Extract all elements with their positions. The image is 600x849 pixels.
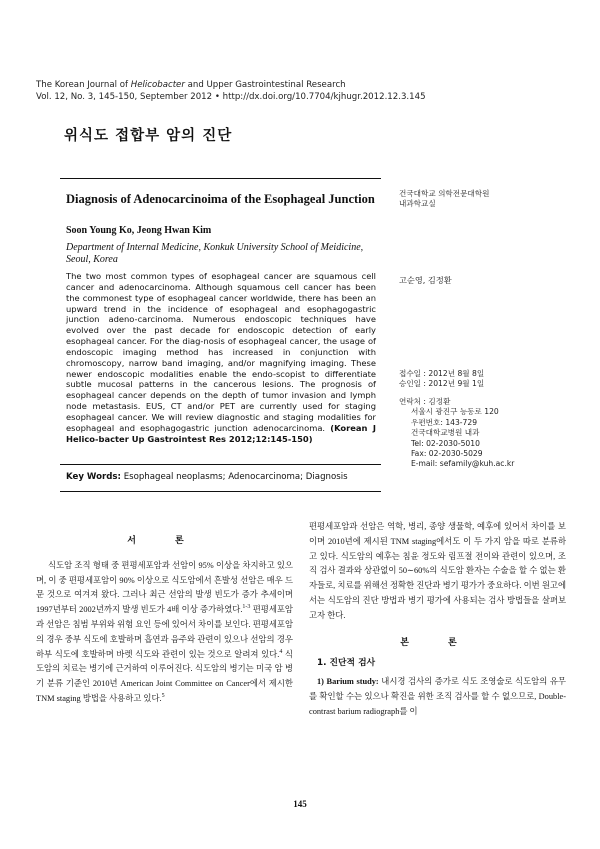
abstract-box [60,178,381,492]
sidebar-authors: 고순영, 김정환 [399,275,452,285]
authors: Soon Young Ko, Jeong Hwan Kim [66,225,212,236]
sub-heading: 1. 진단적 검사 [317,658,376,669]
received-date: 접수일 : 2012년 8월 8일 [399,369,485,378]
sidebar-dates [399,369,484,390]
sidebar-institution: 건국대학교 의학전문대학원 내과학교실 [399,189,490,209]
main-heading: 본 론 [400,637,475,648]
body-column-right [309,520,566,720]
abstract-text: The two most common types of esophageal cancer are squamous cell cancer and adenocarcinoma. Although squamous cell cancer has been the commonest type of esophageal cancer worldwide, there has been an upward trend in the incidence of esophageal and esophagogastric junction adeno-carcinoma. Numerous endoscopic techniques have evolved over the past decade for endoscopic detection of early esophageal cancer. For the diag-nosis of esophageal cancer, the usage of endoscopic imaging method has increased in conjunction with chromoscopy, narrow band imaging, and/or magnifying imaging. These newer endoscopic modalities enable the endo-scopist to differentiate subtle mucosal patterns in the cancerous lesions. The prognosis of esophageal cancer depends on the depth of tumor invasion and lymph node metastasis. EUS, CT and/or PET are currently used for staging esophageal cancer. We will review diagnostic and staging modalities for esophageal and esophagogastric junction adenocarcinoma. (Korean J Helico-bacter Up Gastrointest Res 2012;12:145-150) [66,271,376,444]
email: E-mail: sefamily@kuh.ac.kr [411,459,515,469]
right-paragraph: 편평세포암과 선암은 역학, 병리, 종양 생물학, 예후에 있어서 차이를 보이며 2010년에 제시된 TNM staging에서도 이 두 가지 암을 따로 분류하고 있다. 식도암의 예후는 침윤 정도와 림프절 전이와 관련이 있으며, 조직 검사 결과와 상관없이 50∼60%의 식도암 환자는 수술을 할 수 없는 환자들로, 치료를 위해선 정확한 진단과 병기 평가가 중요하다. 이번 원고에서는 식도암의 진단 방법과 병기 평가에 사용되는 검사 방법들을 살펴보고자 한다. [309,522,566,620]
korean-title: 위식도 접합부 암의 진단 [64,128,233,144]
accepted-date: 승인일 : 2012년 9월 1일 [399,379,485,389]
sidebar-correspondence: 연락처 : 김정환 서울시 광진구 능동로 120 우편번호: 143-729 건국대학교병원 내과 Tel: 02-2030-5010 Fax: 02-2030-5029 E-mail: sefamily@kuh.ac.kr [399,397,515,469]
journal-header [36,79,426,103]
barium-paragraph: 1) Barium study: 내시경 검사의 증가로 식도 조영술로 식도암의 유무를 확인할 수는 있으나 확진을 위한 조직 검사를 할 수 없으므로, Double-contrast barium radiograph를 이 [309,677,566,716]
citation: (Korean J Helico-bacter Up Gastrointest Res 2012;12:145-150) [66,422,376,444]
keywords: Key Words: Esophageal neoplasms; Adenocarcinoma; Diagnosis [66,472,348,482]
affiliation: Department of Internal Medicine, Konkuk University School of Meidicine, Seoul, Korea [66,242,364,265]
keywords-divider [60,464,381,465]
intro-paragraph: 식도암 조직 형태 중 편평세포암과 선암이 95% 이상을 차지하고 있으며, 이 중 편평세포암이 90% 이상으로 식도암에서 흔발성 선암은 매우 드문 것으로 여겨져 왔다. 그러나 최근 선암의 발생 빈도가 증가 추세이며 1997년부터 2002년까지 발생 빈도가 4배 이상 증가하였다.$^{1-3}$ 편평세포암과 선암은 침범 부위와 위험 요인 등에 있어서 차이를 보인다. 편평세포암의 경우 중부 식도에 호발하며 흡연과 음주와 관련이 있으나 선암의 경우 하부 식도에 호발하며 바렛 식도와 관련이 있는 것으로 알려져 있다.$^4$ 식도암의 치료는 병기에 근거하여 이루어진다. 식도암의 병기는 미국 암 병기 분류 기준인 2010년 American Joint Committee on Cancer에서 제시한 TNM staging 방법을 사용하고 있다.$^5$ [36,560,293,703]
page-number: 145 [293,799,307,809]
english-title: Diagnosis of Adenocarcinoima of the Esophageal Junction [66,192,375,206]
journal-name: The Korean Journal of Helicobacter and Upper Gastrointestinal Research [36,80,346,90]
body-column-left [36,520,293,707]
journal-citation: Vol. 12, No. 3, 145-150, September 2012 • http://dx.doi.org/10.7704/kjhugr.2012.12.3.145 [36,92,426,102]
intro-heading: 서 론 [127,536,202,546]
